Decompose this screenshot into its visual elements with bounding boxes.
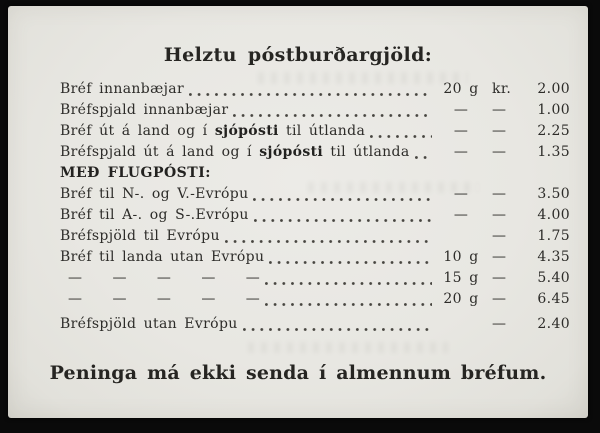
rate-row — [60, 247, 570, 268]
currency-prefix: kr. — [492, 81, 512, 97]
currency-prefix: — — [492, 270, 507, 286]
price — [492, 226, 570, 247]
price — [492, 268, 570, 289]
price — [492, 247, 570, 268]
amount: 6.45 — [537, 291, 570, 307]
rate-label — [60, 226, 220, 247]
price — [492, 205, 570, 226]
rate-label — [60, 247, 264, 268]
amount: 2.40 — [537, 316, 570, 332]
label-text: Bréf til landa utan Evrópu — [60, 249, 265, 265]
dot-leader — [189, 93, 432, 96]
rate-row — [60, 121, 570, 142]
currency-prefix: — — [492, 249, 507, 265]
amount: 1.75 — [537, 228, 570, 244]
currency-prefix: — — [492, 186, 507, 202]
ditto-marks: — — — — — — [68, 270, 260, 286]
price — [492, 142, 570, 163]
section-header-row — [60, 163, 570, 184]
label-text: til útlanda — [278, 123, 366, 139]
weight-value: — — [453, 186, 469, 202]
amount: 2.00 — [537, 81, 570, 97]
price — [492, 314, 570, 335]
amount: 1.35 — [537, 144, 570, 160]
amount: 4.35 — [537, 249, 570, 265]
rate-row — [60, 100, 570, 121]
label-text: Bréf til N-. og V.-Evrópu — [60, 186, 249, 202]
currency-prefix: — — [492, 207, 507, 223]
dot-leader — [265, 282, 432, 285]
card-footer-note: Peninga má ekki senda í almennum bréfum. — [49, 362, 547, 384]
label-bold-text: sjópósti — [259, 144, 324, 160]
rate-row — [60, 314, 570, 335]
rate-row-ditto — [60, 268, 570, 289]
rate-label — [60, 121, 365, 142]
weight-value: 20 g — [443, 81, 479, 97]
dot-leader — [233, 114, 432, 117]
dot-leader — [415, 156, 432, 159]
postal-rates-card — [8, 6, 588, 418]
dot-leader — [253, 198, 432, 201]
dot-leader — [370, 135, 432, 138]
currency-prefix: — — [492, 144, 507, 160]
dot-leader — [225, 240, 432, 243]
rate-row — [60, 79, 570, 100]
currency-prefix: — — [492, 291, 507, 307]
label-text: til útlanda — [323, 144, 410, 160]
amount: 3.50 — [537, 186, 570, 202]
card-title: Helztu póstburðargjöld: — [163, 44, 433, 66]
dot-leader — [265, 303, 432, 306]
rate-label — [60, 142, 410, 163]
rate-label — [60, 100, 228, 121]
currency-prefix: — — [492, 123, 507, 139]
label-text: Bréfspjöld utan Evrópu — [60, 316, 238, 332]
label-text: Bréfspjöld til Evrópu — [60, 228, 220, 244]
currency-prefix: — — [492, 228, 507, 244]
currency-prefix: — — [492, 102, 507, 118]
ditto-marks: — — — — — — [68, 291, 260, 307]
print-bleedthrough-artifact — [248, 342, 448, 353]
label-text: Bréfspjald innanbæjar — [60, 102, 229, 118]
rate-label — [60, 184, 248, 205]
label-text: Bréfspjald út á land og í — [60, 144, 260, 160]
amount: 4.00 — [537, 207, 570, 223]
label-text: Bréf út á land og í — [60, 123, 215, 139]
label-bold-text: sjópósti — [214, 123, 279, 139]
weight-value: — — [453, 123, 469, 139]
currency-prefix: — — [492, 316, 507, 332]
weight-value: — — [453, 144, 469, 160]
rate-label — [60, 205, 249, 226]
rate-row — [60, 205, 570, 226]
price — [492, 79, 570, 100]
section-header: MEÐ FLUGPÓSTI: — [60, 165, 211, 181]
weight-value: — — [453, 207, 469, 223]
rate-label — [60, 79, 184, 100]
weight-value: 15 g — [443, 270, 479, 286]
amount: 5.40 — [537, 270, 570, 286]
weight-value: 10 g — [443, 249, 479, 265]
price — [492, 121, 570, 142]
rate-label — [60, 314, 238, 335]
weight-value: — — [453, 102, 469, 118]
dot-leader — [269, 261, 432, 264]
rates-table — [8, 79, 588, 335]
rate-row-ditto — [60, 289, 570, 310]
rate-row — [60, 226, 570, 247]
label-text: Bréf til A-. og S-.Evrópu — [60, 207, 249, 223]
amount: 1.00 — [537, 102, 570, 118]
rate-row — [60, 142, 570, 163]
dot-leader — [243, 328, 432, 331]
rate-row — [60, 184, 570, 205]
price — [492, 100, 570, 121]
label-text: Bréf innanbæjar — [60, 81, 185, 97]
dot-leader — [254, 219, 432, 222]
price — [492, 289, 570, 310]
amount: 2.25 — [537, 123, 570, 139]
price — [492, 184, 570, 205]
weight-value: 20 g — [443, 291, 479, 307]
